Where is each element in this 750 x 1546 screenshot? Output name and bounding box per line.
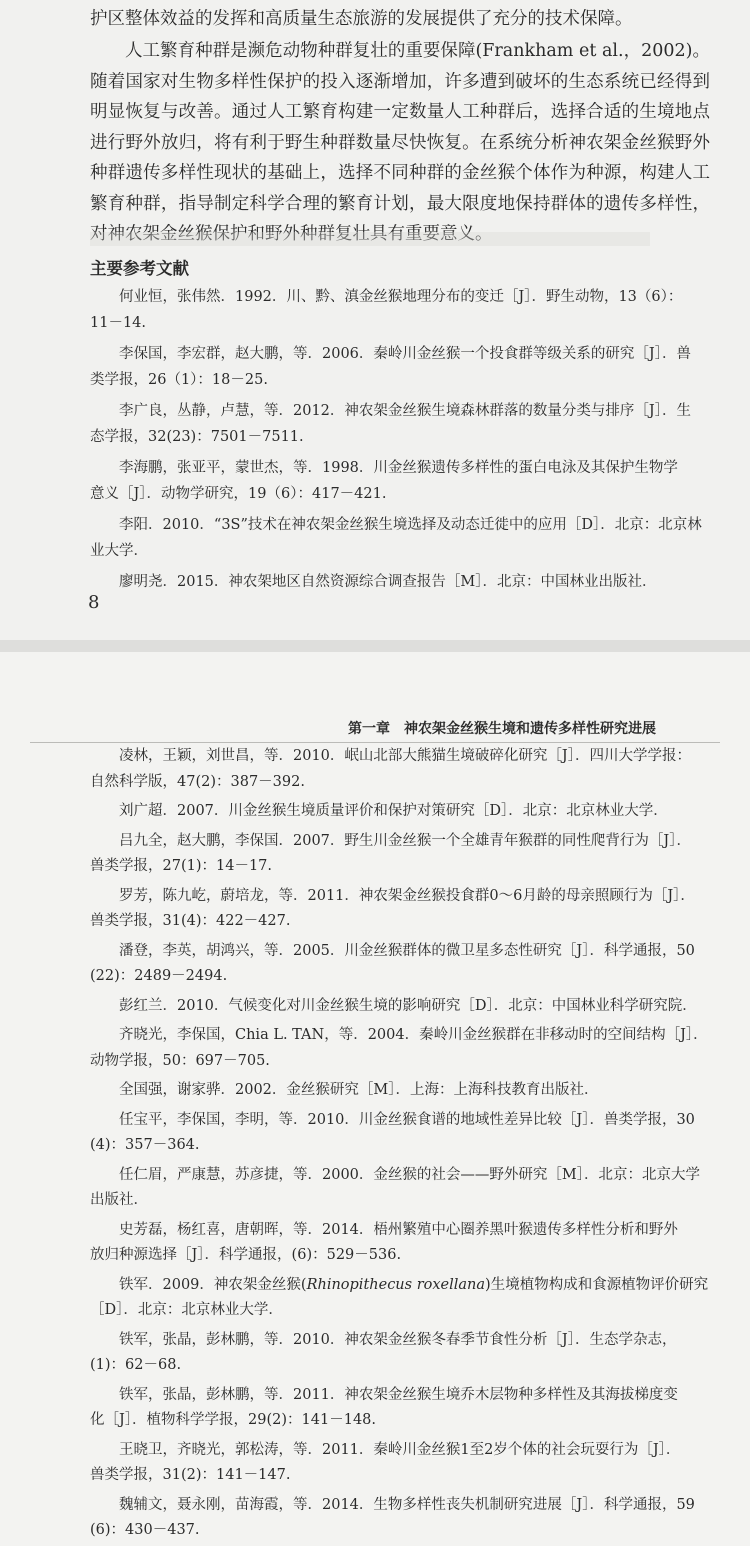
reference-first-line: 彭红兰．2010．气候变化对川金丝猴生境的影响研究［D］．北京：中国林业科学研究院． xyxy=(119,997,697,1014)
reference-first-line: 铁军，张晶，彭林鹏，等．2011．神农架金丝猴生境乔木层物种多样性及其海拔梯度变 xyxy=(119,1386,678,1403)
reference-text: 铁军．2009．神农架金丝猴( xyxy=(119,1276,307,1293)
reference-continuation: 放归种源选择［J］．科学通报，(6)：529－536. xyxy=(90,1247,402,1263)
book-page-9 xyxy=(0,652,750,1546)
reference-entry xyxy=(90,1328,715,1379)
reference-entry xyxy=(90,342,715,393)
reference-entry xyxy=(90,1218,715,1269)
reference-first-line: 罗芳，陈九屹，蔚培龙，等．2011．神农架金丝猴投食群0～6月龄的母亲照顾行为［J］． xyxy=(119,887,695,904)
header-rule xyxy=(30,742,720,743)
reference-continuation: 意义［J］．动物学研究，19（6）：417－421. xyxy=(90,485,387,502)
reference-first-line: 潘登，李英，胡鸿兴，等．2005．川金丝猴群体的微卫星多态性研究［J］．科学通报，50 xyxy=(119,942,695,959)
reference-first-line xyxy=(90,1273,715,1299)
partial-line: 护区整体效益的发挥和高质量生态旅游的发展提供了充分的技术保障。 xyxy=(90,9,633,29)
reference-first-line: 李海鹏，张亚平，蒙世杰，等．1998．川金丝猴遗传多样性的蛋白电泳及其保护生物学 xyxy=(119,460,678,476)
reference-first-line: 李阳．2010．“3S”技术在神农架金丝猴生境选择及动态迁徙中的应用［D］．北京：北京林 xyxy=(119,517,702,533)
reference-first-line: 廖明尧．2015．神农架地区自然资源综合调查报告［M］．北京：中国林业出版社． xyxy=(119,574,657,590)
reference-entry xyxy=(90,1023,715,1074)
reference-continuation: (1)：62－68. xyxy=(90,1357,182,1373)
reference-entry xyxy=(90,829,715,880)
reference-first-line: 全国强，谢家骅．2002．金丝猴研究［M］．上海：上海科技教育出版社． xyxy=(119,1082,599,1098)
reference-entry xyxy=(90,513,715,564)
book-page-8 xyxy=(0,0,750,640)
reference-continuation: 兽类学报，27(1)：14－17. xyxy=(90,858,272,874)
reference-continuation: 动物学报，50：697－705. xyxy=(90,1052,270,1069)
reference-first-line: 齐晓光，李保国，Chia L. TAN，等．2004．秦岭川金丝猴群在非移动时的空间结构［J］． xyxy=(119,1027,708,1043)
reference-first-line: 李广良，丛静，卢慧，等．2012．神农架金丝猴生境森林群落的数量分类与排序［J］．生 xyxy=(119,403,691,419)
reference-entry xyxy=(90,399,715,450)
reference-continuation: 出版社． xyxy=(90,1192,148,1208)
reference-first-line: 王晓卫，齐晓光，郭松涛，等．2011．秦岭川金丝猴1至2岁个体的社会玩耍行为［J］． xyxy=(119,1441,681,1458)
reference-continuation: 类学报，26（1）：18－25. xyxy=(90,371,268,388)
body-paragraph xyxy=(90,36,710,250)
reference-first-line: 任仁眉，严康慧，苏彦捷，等．2000．金丝猴的社会——野外研究［M］．北京：北京大学 xyxy=(119,1166,700,1183)
reference-entry xyxy=(90,285,715,336)
reference-continuation: (4)：357－364. xyxy=(90,1137,200,1153)
reference-first-line: 史芳磊，杨红喜，唐朝晖，等．2014．梧州繁殖中心圈养黑叶猴遗传多样性分析和野外 xyxy=(119,1221,678,1238)
reference-first-line: 凌林，王颖，刘世昌，等．2010．岷山北部大熊猫生境破碎化研究［J］．四川大学学报： xyxy=(119,748,691,764)
page-gap xyxy=(0,640,750,652)
reference-continuation: 化［J］．植物科学学报，29(2)：141－148. xyxy=(90,1412,377,1428)
reference-entry xyxy=(90,1078,715,1104)
reference-first-line: 李保国，李宏群，赵大鹏，等．2006．秦岭川金丝猴一个投食群等级关系的研究［J］．兽 xyxy=(119,346,691,362)
reference-entry xyxy=(90,744,715,795)
reference-entry xyxy=(90,1383,715,1434)
reference-entry xyxy=(90,1273,715,1324)
show-through-shadow xyxy=(90,232,650,246)
reference-continuation: 兽类学报，31(2)：141－147. xyxy=(90,1467,291,1483)
reference-first-line: 刘广超．2007．川金丝猴生境质量评价和保护对策研究［D］．北京：北京林业大学． xyxy=(119,803,668,819)
reference-entry xyxy=(90,1493,715,1544)
paragraph-text: 人工繁育种群是濒危动物种群复壮的重要保障(Frankham et al.，2002)。随着国家对生物多样性保护的投入逐渐增加，许多遭到破坏的生态系统已经得到明显恢复与改善。通过人工繁育构建一定数量人工种群后，选择合适的生境地点进行野外放归，将有利于野生种群数量尽快恢复。在系统分析神农架金丝猴野外种群遗传多样性现状的基础上，选择不同种群的金丝猴个体作为种源，构建人工繁育种群，指导制定科学合理的繁育计划，最大限度地保持群体的遗传多样性，对神农架金丝猴保护和野外种群复壮具有重要意义。 xyxy=(90,41,710,244)
scientific-name: Rhinopithecus roxellana xyxy=(306,1276,486,1293)
reference-list xyxy=(90,285,715,602)
reference-continuation: (22)：2489－2494. xyxy=(90,968,228,984)
reference-entry xyxy=(90,939,715,990)
reference-continuation: 兽类学报，31(4)：422－427. xyxy=(90,913,291,929)
page-number: 8 xyxy=(88,592,100,613)
reference-text: )生境植物构成和食源植物评价研究 xyxy=(485,1276,709,1293)
reference-first-line: 何业恒，张伟然．1992．川、黔、滇金丝猴地理分布的变迁［J］．野生动物，13（6）： xyxy=(119,289,683,305)
reference-continuation: 11－14. xyxy=(90,314,147,331)
reference-first-line: 魏辅文，聂永刚，苗海霞，等．2014．生物多样性丧失机制研究进展［J］．科学通报，59 xyxy=(119,1496,695,1513)
reference-first-line: 吕九全，赵大鹏，李保国．2007．野生川金丝猴一个全雄青年猴群的同性爬背行为［J］． xyxy=(119,832,691,849)
references-heading: 主要参考文献 xyxy=(90,259,189,278)
partial-paragraph xyxy=(90,4,710,35)
reference-continuation: ［D］．北京：北京林业大学． xyxy=(90,1302,283,1318)
reference-entry xyxy=(90,1163,715,1214)
reference-entry xyxy=(90,799,715,825)
reference-continuation: 态学报，32(23)：7501－7511. xyxy=(90,428,304,445)
reference-first-line: 铁军，张晶，彭林鹏，等．2010．神农架金丝猴冬春季节食性分析［J］．生态学杂志， xyxy=(119,1331,677,1348)
reference-continuation: 业大学． xyxy=(90,542,148,559)
reference-list-continued xyxy=(90,744,715,1546)
reference-entry xyxy=(90,1438,715,1489)
reference-first-line: 任宝平，李保国，李明，等．2010．川金丝猴食谱的地域性差异比较［J］．兽类学报，30 xyxy=(119,1111,695,1128)
reference-continuation: (6)：430－437. xyxy=(90,1522,200,1538)
reference-continuation: 自然科学版，47(2)：387－392. xyxy=(90,773,305,790)
running-header: 第一章 神农架金丝猴生境和遗传多样性研究进展 xyxy=(348,721,656,737)
reference-entry xyxy=(90,456,715,507)
reference-entry xyxy=(90,1108,715,1159)
reference-entry xyxy=(90,994,715,1020)
reference-entry xyxy=(90,884,715,935)
reference-entry xyxy=(90,570,715,596)
